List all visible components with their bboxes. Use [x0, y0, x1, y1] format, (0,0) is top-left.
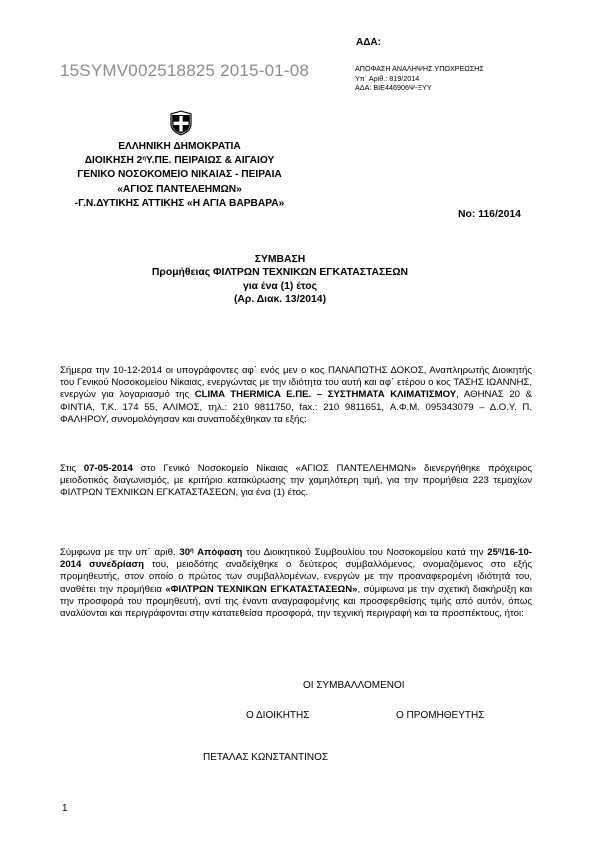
decision-number: 30 [179, 547, 191, 558]
supplier-company-name: CLIMA THERMICA Ε.ΠΕ. – ΣΥΣΤΗΜΑΤΑ ΚΛΙΜΑΤΙΣΜΟΥ [194, 389, 457, 401]
paragraph-text: του Διοικητικού Συμβουλίου του Νοσοκομείου κατά την [242, 547, 488, 558]
contract-tender-number: (Αρ. Διακ. 13/2014) [233, 294, 327, 306]
issuer-admin-text: ΔΙΟΙΚΗΣΗ 2 [84, 155, 143, 167]
greek-coat-of-arms-icon [168, 110, 194, 136]
decision-reference-block [355, 64, 484, 93]
contract-duration: για ένα (1) έτος [242, 280, 318, 292]
paragraph-text: , ΑΘΗΝΑΣ 20 & ΦΙΝΤΙΑ, Τ.Κ. 174 55, ΑΛΙΜΟΣ, τηλ.: 210 9811750, fax.: 210 9811651, Α.Φ.Μ. 095343079 – Δ.Ο.Υ. Π. ΦΑΛΗΡΟΥ, συνομολόγησαν και συναποδέχθηκαν τα εξής: [60, 389, 532, 425]
decision-line: Υπ΄ Αριθ.: 819/2014 [355, 73, 420, 83]
contract-title: ΣΥΜΒΑΣΗ [254, 254, 306, 265]
decision-reference [179, 547, 242, 558]
paragraph-award [60, 547, 532, 620]
paragraph-parties [60, 365, 532, 426]
document-number: Νο: 116/2014 [458, 209, 521, 220]
director-name: ΠΕΤΑΛΑΣ ΚΩΝΣΤΑΝΤΙΝΟΣ [203, 752, 329, 763]
issuer-west-attica: -Γ.Ν.ΔΥΤΙΚΗΣ ΑΤΤΙΚΗΣ «Η ΑΓΙΑ ΒΑΡΒΑΡΑ» [74, 197, 285, 209]
issuer-admin-sup: η [142, 156, 146, 163]
paragraph-text: , σύμφωνα με την σχετική διακήρυξη και την προσφορά του προμηθευτή, αντί της έναντι αναγραφομένης και προσφερθείσης τιμής από αυτόν, όπως αναλύονται και περιγράφονται στην κατατεθείσα προσφορά, την τεχνική περιγραφή και τα προσπέκτους, ήτοι: [60, 583, 532, 620]
decision-line: ΑΔΑ: ΒΙΕ446906Ψ-ΞΥΥ [355, 83, 432, 93]
supplier-signature-label: Ο ΠΡΟΜΗΘΕΥΤΗΣ [396, 710, 485, 721]
issuer-hospital: ΓΕΝΙΚΟ ΝΟΣΟΚΟΜΕΙΟ ΝΙΚΑΙΑΣ - ΠΕΙΡΑΙΑ [77, 169, 282, 181]
paragraph-text: του, μειοδότης αναδείχθηκε ο δεύτερος συμβαλλόμενος, ονομαζόμενος στο εξής προμηθευτής, στον οποίο ο πρώτος των συμβαλλομένων, ενεργών με την προαναφερομένη ιδιότητά του, αναθέτει την προμήθεια [60, 559, 532, 595]
paragraph-text: Σήμερα την 10-12-2014 οι υπογράφοντες αφ΄ ενός μεν ο κος ΠΑΝΑΠΩΤΗΣ ΔΟΚΟΣ, Αναπληρωτής Διοικητής του Γενικού Νοσοκομείου Νίκαιας, ενεργώντας με την ιδιότητα του αυτή και αφ΄ ετέρου ο κος ΤΑΣΗΣ ΙΩΑΝΝΗΣ, ενεργών για λογαριασμό της [60, 365, 532, 401]
decision-word: Απόφαση [193, 547, 243, 558]
issuer-block [38, 140, 321, 211]
contract-subject-item: ΦΙΛΤΡΩΝ ΤΕΧΝΙΚΩΝ ΕΓΚΑΤΑΣΤΑΣΕΩΝ [213, 267, 409, 279]
decision-number-sup: η [190, 548, 194, 554]
session-number: 25 [487, 547, 498, 558]
tender-date: 07-05-2014 [83, 463, 133, 474]
issuer-admin-text-2: Υ.ΠΕ. ΠΕΙΡΑΙΩΣ & ΑΙΓΑΙΟΥ [145, 155, 275, 167]
product-name: «ΦΙΛΤΡΩΝ ΤΕΧΝΙΚΩΝ ΕΓΚΑΤΑΣΤΑΣΕΩΝ» [165, 583, 358, 595]
issuer-hospital-name: «ΑΓΙΟΣ ΠΑΝΤΕΛΕΗΜΩΝ» [117, 183, 242, 195]
session-number-sup: η [497, 548, 502, 554]
issuer-administration [38, 154, 321, 168]
ada-label: ΑΔΑ: [356, 37, 381, 48]
paragraph-text: Σύμφωνα με την υπ΄ αριθ. [60, 547, 180, 558]
contract-subject-prefix: Προμήθειας [151, 267, 214, 279]
page-number: 1 [62, 803, 68, 814]
contract-title-block [100, 253, 460, 307]
decision-line: ΑΠΟΦΑΣΗ ΑΝΑΛΗΨΗΣ ΥΠΟΧΡΕΩΣΗΣ [355, 64, 484, 73]
paragraph-text: Στις [60, 463, 84, 474]
director-signature-label: Ο ΔΙΟΙΚΗΤΗΣ [246, 710, 310, 721]
signatories-heading: ΟΙ ΣΥΜΒΑΛΛΟΜΕΝΟΙ [303, 680, 405, 691]
issuer-country: ΕΛΛΗΝΙΚΗ ΔΗΜΟΚΡΑΤΙΑ [118, 141, 241, 152]
contract-subject [100, 266, 460, 279]
document-watermark-id: 15SYMV002518825 2015-01-08 [60, 61, 310, 80]
paragraph-tender [60, 463, 532, 500]
paragraph-text: στο Γενικό Νοσοκομείο Νίκαιας «ΑΓΙΟΣ ΠΑΝΤΕΛΕΗΜΩΝ» διενεργήθηκε πρόχειρος μειοδοτικός διαγωνισμός, με κριτήριο κατακύρωσης την χαμηλότερη τιμή, για την προμήθεια 223 τεμαχίων ΦΙΛΤΡΩΝ ΤΕΧΝΙΚΩΝ ΕΓΚΑΤΑΣΤΑΣΕΩΝ, για ένα (1) έτος. [60, 463, 532, 499]
session-date: /16-10-2014 συνεδρίαση [60, 547, 532, 571]
